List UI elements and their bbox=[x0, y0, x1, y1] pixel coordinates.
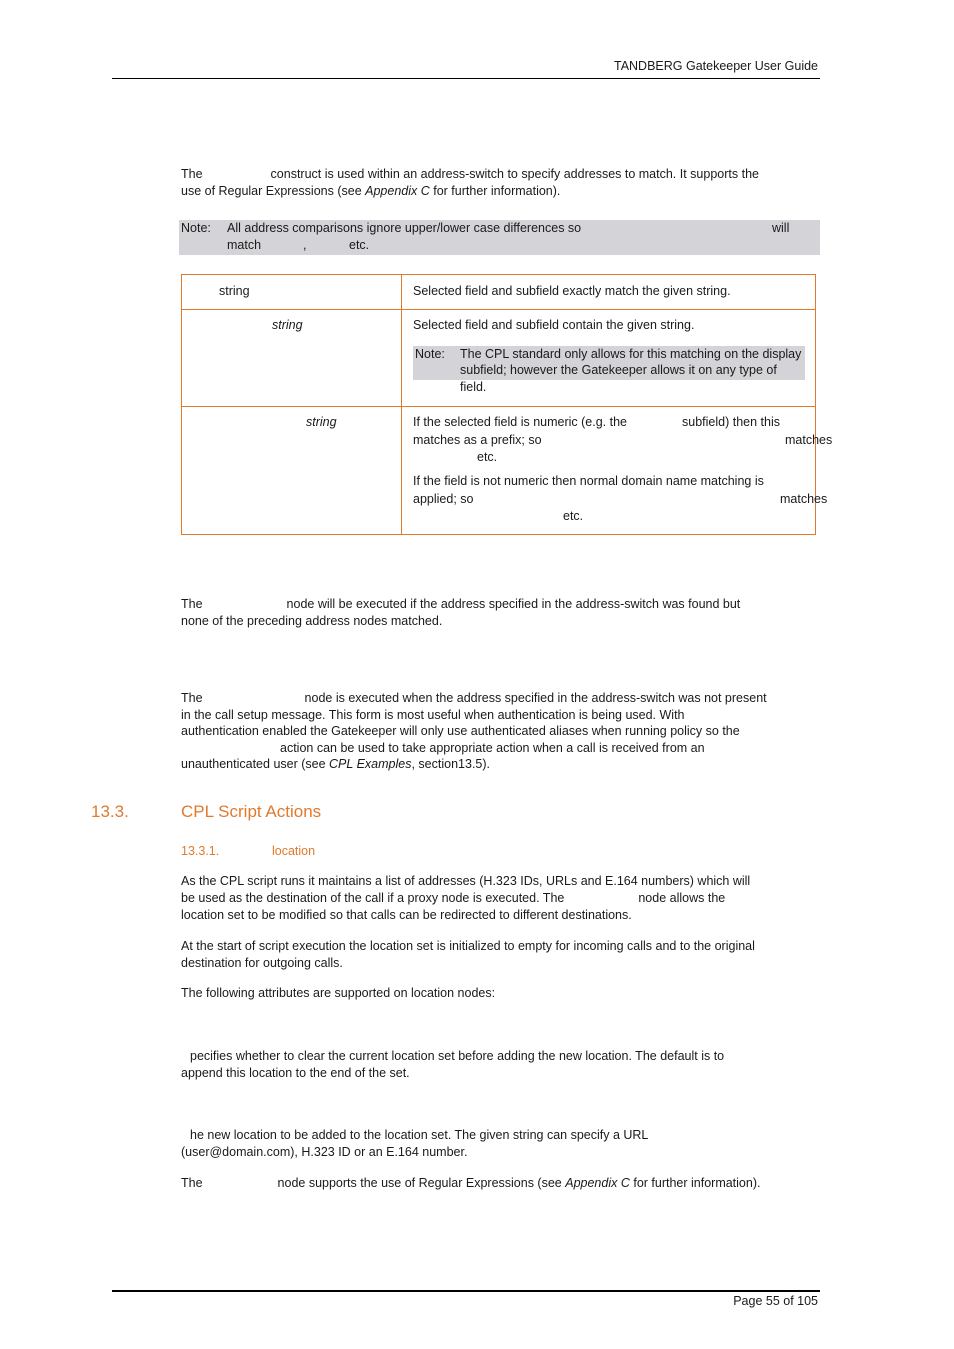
intro-paragraph bbox=[181, 166, 821, 200]
body-text: action can be used to take appropriate action when a call is received from an bbox=[280, 740, 705, 755]
table-cell-left: string bbox=[272, 318, 303, 332]
examples-reference: CPL Examples bbox=[329, 757, 412, 772]
cell-text: applied; so bbox=[413, 492, 474, 506]
appendix-reference: Appendix C bbox=[365, 184, 430, 198]
table-cell bbox=[402, 310, 816, 407]
note-text: etc. bbox=[349, 238, 370, 252]
section-title: CPL Script Actions bbox=[181, 802, 322, 821]
subsection-title: location bbox=[272, 844, 316, 858]
body-text: At the start of script execution the location set is initialized to empty for incoming calls and to the original bbox=[181, 939, 755, 953]
cell-text: etc. bbox=[477, 450, 498, 464]
cell-text: If the selected field is numeric (e.g. the bbox=[413, 415, 627, 429]
section-number: 13.3. bbox=[91, 802, 129, 821]
note-label: Note: bbox=[181, 221, 211, 235]
table-cell bbox=[182, 310, 402, 407]
display-note bbox=[413, 346, 805, 394]
body-text: node is executed when the address specified in the address-switch was not present bbox=[304, 691, 767, 705]
body-text: destination for outgoing calls. bbox=[181, 956, 343, 970]
body-text: location set to be modified so that calls can be redirected to different destinations. bbox=[181, 908, 632, 922]
body-text: , section13.5). bbox=[411, 757, 490, 772]
cell-text: matches as a prefix; so bbox=[413, 433, 542, 447]
body-text: unauthenticated user (see bbox=[181, 757, 326, 772]
location-paragraph-3 bbox=[181, 985, 821, 1002]
note-text: will bbox=[772, 221, 790, 235]
note-text: The CPL standard only allows for this matching on the display bbox=[460, 347, 802, 361]
location-paragraph-2 bbox=[181, 938, 821, 972]
table-cell-right: Selected field and subfield exactly match the given string. bbox=[413, 284, 731, 298]
page-number: Page 55 of 105 bbox=[733, 1294, 818, 1308]
cell-text: subfield) then this bbox=[682, 415, 780, 429]
body-text: in the call setup message. This form is most useful when authentication is being used. With bbox=[181, 707, 685, 722]
location-regex-paragraph bbox=[181, 1175, 821, 1192]
note-text: subfield; however the Gatekeeper allows it on any type of field. bbox=[460, 363, 777, 394]
body-text: The bbox=[181, 1176, 203, 1190]
table-row bbox=[182, 407, 816, 535]
clear-attribute-description bbox=[181, 1048, 821, 1082]
body-text: be used as the destination of the call if a proxy node is executed. The bbox=[181, 891, 565, 905]
otherwise-paragraph bbox=[181, 596, 821, 630]
appendix-reference: Appendix C bbox=[565, 1176, 630, 1190]
footer-rule bbox=[112, 1290, 820, 1292]
table-cell bbox=[182, 275, 402, 310]
body-text: none of the preceding address nodes matched. bbox=[181, 614, 443, 628]
intro-text: The bbox=[181, 167, 203, 181]
url-attribute-description bbox=[181, 1127, 821, 1161]
intro-text: construct is used within an address-switch to specify addresses to match. It supports the bbox=[270, 167, 759, 181]
body-text: authentication enabled the Gatekeeper will only use authenticated aliases when running policy so the bbox=[181, 724, 740, 739]
body-text: The bbox=[181, 691, 203, 705]
cell-text: etc. bbox=[563, 509, 584, 523]
body-text: node will be executed if the address specified in the address-switch was found but bbox=[286, 597, 741, 611]
cell-text: matches bbox=[785, 433, 833, 447]
table-cell-left: string bbox=[219, 284, 250, 298]
note-text: match bbox=[227, 238, 262, 252]
body-text: The bbox=[181, 597, 203, 611]
body-text: append this location to the end of the set. bbox=[181, 1066, 410, 1080]
body-text: (user@domain.com), H.323 ID or an E.164 number. bbox=[181, 1145, 468, 1159]
note-label: Note: bbox=[415, 347, 445, 361]
table-row bbox=[182, 310, 816, 407]
body-text: node supports the use of Regular Expressions (see bbox=[277, 1176, 562, 1190]
table-cell-right: Selected field and subfield contain the given string. bbox=[413, 318, 695, 332]
cell-text: matches bbox=[780, 492, 828, 506]
body-text: node allows the bbox=[638, 891, 726, 905]
table-row bbox=[182, 275, 816, 310]
body-text: for further information). bbox=[633, 1176, 761, 1190]
body-text: The following attributes are supported on location nodes: bbox=[181, 986, 496, 1000]
subsection-number: 13.3.1. bbox=[181, 844, 220, 858]
cell-text: If the field is not numeric then normal domain name matching is bbox=[413, 474, 764, 488]
intro-text: for further information). bbox=[433, 184, 561, 198]
table-cell-left: string bbox=[306, 415, 337, 429]
note-text: , bbox=[303, 238, 307, 252]
header-rule bbox=[112, 78, 820, 79]
not-present-paragraph bbox=[181, 690, 821, 773]
page-header-title: TANDBERG Gatekeeper User Guide bbox=[613, 59, 818, 73]
note-text: All address comparisons ignore upper/lower case differences so bbox=[227, 221, 582, 235]
table-cell bbox=[402, 407, 833, 535]
intro-text: use of Regular Expressions (see bbox=[181, 184, 362, 198]
location-paragraph-1 bbox=[181, 873, 821, 924]
body-text: As the CPL script runs it maintains a list of addresses (H.323 IDs, URLs and E.164 numbers) which will bbox=[181, 874, 751, 888]
body-text: he new location to be added to the location set. The given string can specify a URL bbox=[190, 1128, 649, 1142]
table-cell bbox=[182, 407, 402, 535]
case-note bbox=[179, 220, 820, 255]
table-cell bbox=[402, 275, 816, 310]
body-text: pecifies whether to clear the current location set before adding the new location. The default is to bbox=[190, 1049, 725, 1063]
match-table bbox=[181, 274, 833, 535]
domain-match-text bbox=[413, 414, 833, 534]
